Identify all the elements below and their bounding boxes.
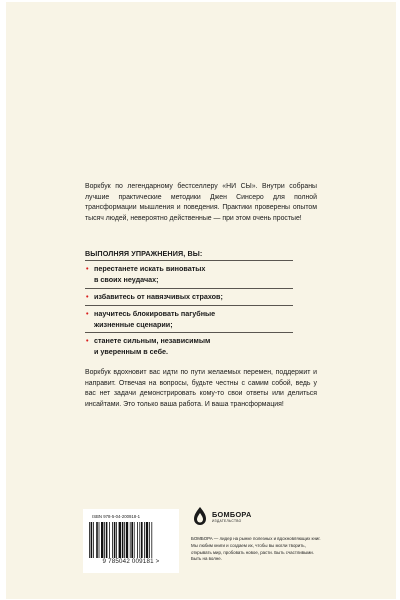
bullet-line: избавитесь от навязчивых страхов; (94, 292, 223, 301)
divider-3 (85, 305, 293, 306)
bullet-line: научитесь блокировать пагубные (94, 309, 216, 318)
publisher-logo-name: БОМБОРА (212, 510, 252, 519)
bullet-dot-icon: • (86, 336, 89, 345)
divider-1 (85, 260, 293, 261)
bullet-line: станете сильным, независимым (94, 336, 211, 345)
isbn-label: ISBN 978-5-04-200918-1 (92, 514, 141, 519)
divider-4 (85, 332, 293, 333)
publisher-description: БОМБОРА — лидер на рынке полезных и вдохновляющих книг. Мы любим книги и создаем их, чтобы вы могли творить, открывать мир, пробовать новое, расти. Быть счастливыми. Быть на волне. (191, 536, 321, 562)
barcode-bars (89, 522, 173, 558)
bullet-dot-icon: • (86, 309, 89, 318)
divider-2 (85, 288, 293, 289)
outro-paragraph: Воркбук вдохновит вас идти по пути желаемых перемен, поддержит и направит. Отвечая на вопросы, будьте честны с самим собой, ведь у вас нет задачи демонстрировать кому-то свои ответы или делиться инсайтами. Это только ваша работа. И ваша трансформация! (85, 369, 317, 408)
bullet-line: и уверенным в себе. (94, 346, 169, 356)
bullet-item-3 (85, 309, 315, 330)
publisher-logo-subtitle: ИЗДАТЕЛЬСТВО (212, 519, 242, 523)
bullet-line: в своих неудачах; (94, 274, 159, 284)
bullet-line: жизненные сценарии; (94, 319, 173, 329)
bullet-dot-icon: • (86, 292, 89, 301)
bullet-item-2 (85, 292, 315, 303)
list-heading: ВЫПОЛНЯЯ УПРАЖНЕНИЯ, ВЫ: (85, 249, 203, 258)
intro-paragraph: Воркбук по легендарному бестселлеру «НИ СЫ». Внутри собраны лучшие практические методики Джен Синсеро для полной трансформации мышления и поведения. Практики проверены опытом тысяч людей, невероятно действенные — при этом очень простые! (85, 183, 317, 222)
bullet-item-1 (85, 264, 315, 285)
barcode-block (83, 509, 179, 573)
barcode-digits: 9 785042 009181 > (102, 558, 160, 565)
bombora-logo-icon (191, 506, 209, 526)
bullet-line: перестанете искать виноватых (94, 264, 206, 273)
bullet-item-4 (85, 336, 315, 357)
bullet-dot-icon: • (86, 264, 89, 273)
